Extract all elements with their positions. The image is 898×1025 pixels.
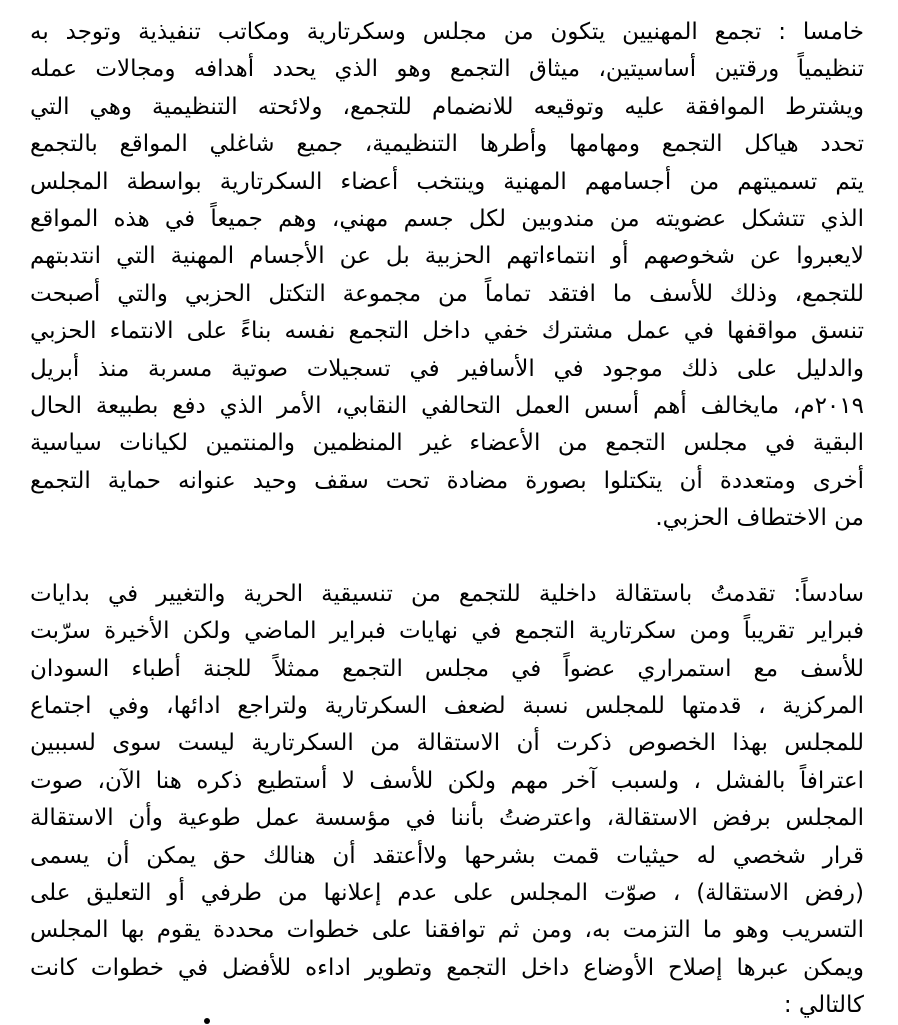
text-line: يتم تسميتهم من أجسامهم المهنية وينتخب أعضاء السكرتارية بواسطة المجلس [30,168,864,195]
text-line: ويمكن عبرها إصلاح الأوضاع داخل التجمع وتطوير اداءه للأفضل في خطوات كانت [30,954,864,981]
text-line: من الاختطاف الحزبي. [655,505,864,532]
paragraph-spacer [30,538,864,576]
text-line: اعترافاً بالفشل ، ولسبب آخر مهم ولكن للأسف لا أستطيع ذكره هنا الآن، صوت [30,767,864,794]
text-line: أخرى ومتعددة أن يتكتلوا بصورة مضادة تحت سقف وحيد عنوانه حماية التجمع [30,467,864,494]
text-line: تنسق مواقفها في عمل مشترك خفي داخل التجمع نفسه بناءً على الانتماء الحزبي [30,318,864,345]
text-line: الذي تتشكل عضويته من مندوبين لكل جسم مهني، وهم جميعاً في هذه المواقع [30,206,864,233]
text-line: البقية في مجلس التجمع من الأعضاء غير المنظمين والمنتمين لكيانات سياسية [30,430,864,457]
text-line: تحدد هياكل التجمع ومهامها وأطرها التنظيمية، جميع شاغلي المواقع بالتجمع [30,131,864,158]
text-line: سادساً: تقدمتُ باستقالة داخلية للتجمع من تنسيقية الحرية والتغيير في بدايات [30,580,864,607]
text-line: فبراير تقريباً ومن سكرتارية التجمع في نهايات فبراير الماضي ولكن الأخيرة سرّبت [30,618,864,645]
text-line: (رفض الاستقالة) ، صوّت المجلس على عدم إعلانها من طرفي أو التعليق على [30,879,864,906]
text-line: كالتالي : [783,992,864,1019]
text-line: لايعبروا عن شخوصهم أو انتماءاتهم الحزبية بل عن الأجسام المهنية التي انتدبتهم [30,243,864,270]
cropped-text-mark [204,1018,210,1024]
text-line: للأسف مع استمراري عضواً في مجلس التجمع ممثلاً للجنة أطباء السودان [30,655,864,682]
text-line: المجلس برفض الاستقالة، واعترضتُ بأننا في مؤسسة عمل طوعية وأن الاستقالة [30,805,864,832]
text-line: للتجمع، وذلك للأسف ما افتقد تماماً من مجموعة التكتل الحزبي والتي أصبحت [30,280,864,307]
paragraph-sixth [30,576,864,1025]
text-line: تنظيمياً ورقتين أساسيتين، ميثاق التجمع وهو الذي يحدد أهدافه ومجالات عمله [30,56,864,83]
text-line: قرار شخصي له حيثيات قمت بشرحها ولاأعتقد أن هنالك حق يمكن أن يسمى [30,842,864,869]
text-line: والدليل على ذلك موجود في الأسافير في تسجيلات صوتية مسربة منذ أبريل [30,355,864,382]
text-line: للمجلس بهذا الخصوص ذكرت أن الاستقالة من السكرتارية ليست سوى لسببين [30,730,864,757]
text-line: خامسا : تجمع المهنيين يتكون من مجلس وسكرتارية ومكاتب تنفيذية وتوجد به [30,19,864,45]
text-line: المركزية ، قدمتها للمجلس نسبة لضعف السكرتارية ولتراجع ادائها، وفي اجتماع [30,692,864,719]
paragraph-fifth [30,14,864,538]
text-line: ويشترط الموافقة عليه وتوقيعه للانضمام للتجمع، ولائحته التنظيمية وهي التي [30,93,864,120]
text-line: ٢٠١٩م، مايخالف أهم أسس العمل التحالفي النقابي، الأمر الذي دفع بطبيعة الحال [30,393,864,420]
text-line: التسريب وهو ما التزمت به، ومن ثم توافقنا على خطوات محددة يقوم بها المجلس [30,917,864,944]
